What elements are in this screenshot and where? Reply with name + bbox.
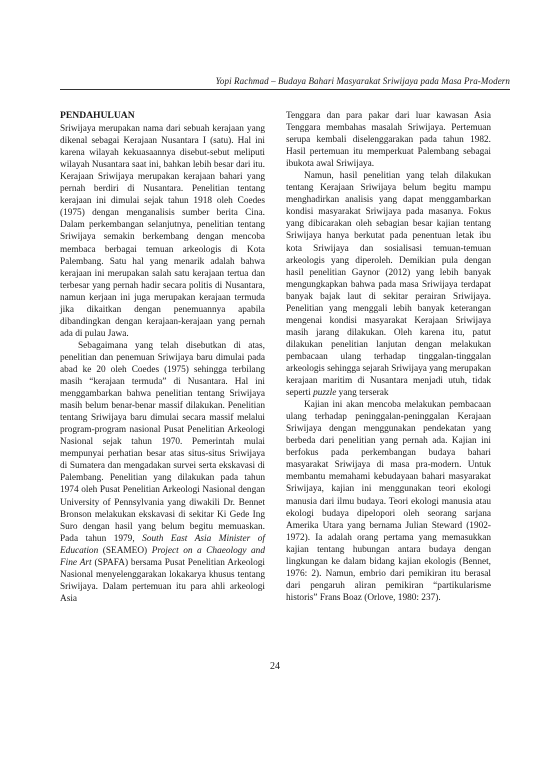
paragraph-2-text-b: (SEAMEO): [98, 545, 152, 556]
paragraph-1: Sriwijaya merupakan nama dari sebuah kerajaan yang dikenal sebagai Kerajaan Nusantara I (satu). Hal ini karena wilayah kekuasaannya disebut-sebut meliputi wilayah Nusantara saat ini, bahkan lebih besar dari itu. Kerajaan Sriwijaya merupakan kerajaan bahari yang pernah berdiri di Nusantara. Penelitian tentang kerajaan ini dimulai sejak tahun 1918 oleh Coedes (1975) dengan menganalisis sumber berita Cina. Dalam perkembangan selanjutnya, penelitian tentang Sriwijaya semakin berkembang dengan mencoba membaca berbagai temuan arkeologis di Kota Palembang. Satu hal yang menarik adalah bahwa kerajaan ini merupakan salah satu kerajaan tertua dan terbesar yang pernah hadir secara politis di Nusantara, namun kerjaan ini juga merupakan kerajaan termuda jika dikaitkan dengan penemuannya apabila dibandingkan dengan kerajaan-kerajaan yang pernah ada di pulau Jawa.: [60, 124, 265, 339]
paragraph-4-text-a: Namun, hasil penelitian yang telah dilakukan tentang Kerajaan Sriwijaya belum begitu mampu menghadirkan analisis yang dapat menggambarkan kondisi masyarakat Sriwijaya pada masanya. Fokus yang dibicarakan oleh sebagian besar kajian tentang Sriwijaya hanya berkutat pada penentuan letak ibu kota Sriwijaya dan sosialisasi temuan-temuan arkeologis yang diperoleh. Demikian pula dengan hasil penelitian Gaynor (2012) yang lebih banyak mengungkapkan bahwa pada masa Sriwijaya terdapat banyak bajak laut di sekitar perairan Sriwijaya. Penelitian yang menggali lebih banyak keterangan mengenai kondisi masyarakat Kerajaan Sriwijaya masih jarang dilakukan. Oleh karena itu, patut dilakukan penelitian lanjutan dengan melakukan pembacaan ulang terhadap tinggalan-tinggalan arkeologis sehingga sejarah Sriwijaya yang merupakan kerajaan maritim di Nusantara menjadi utuh, tidak seperti: [286, 171, 491, 399]
paragraph-4: [286, 170, 491, 399]
paragraph-5: Kajian ini akan mencoba melakukan pembacaan ulang terhadap peninggalan-peninggalan Kerajaan Sriwijaya dengan menggunakan pendekatan yang berbeda dari penelitian yang pernah ada. Kajian ini berfokus pada perkembangan budaya bahari masyarakat Sriwijaya di masa pra-modern. Untuk membantu memahami kebudayaan bahari masyarakat Sriwijaya, kajian ini menggunakan teori ekologi manusia dari ilmu budaya. Teori ekologi manusia atau ekologi budaya dipelopori oleh seorang sarjana Amerika Utara yang bernama Julian Steward (1902-1972). Ia adalah orang pertama yang memasukkan kajian tentang hubungan antara budaya dengan lingkungan ke dalam bidang kajian ekologis (Bennet, 1976: 2). Namun, embrio dari pemikiran itu berasal dari pengaruh aliran pemikiran “partikularisme historis” Frans Boaz (Orlove, 1980: 237).: [286, 400, 491, 603]
paragraph-2-italic-1: South East Asia Minister of Education: [60, 533, 265, 556]
running-header: Yopi Rachmad – Budaya Bahari Masyarakat Sriwijaya pada Masa Pra-Modern: [215, 76, 510, 86]
paragraph-4-italic: puzzle: [313, 388, 337, 399]
left-column: [60, 110, 265, 605]
right-column: [286, 110, 491, 604]
paragraph-4-text-b: yang terserak: [336, 388, 389, 399]
paragraph-2-text-a: Sebagaimana yang telah disebutkan di atas, penelitian dan penemuan Sriwijaya baru dimulai pada abad ke 20 oleh Coedes (1975) sehingga terbilang masih “kerajaan termuda” di Nusantara. Hal ini menggambarkan bahwa penelitian tentang Sriwijaya masih belum benar-benar massif dilakukan. Penelitian tentang Sriwijaya baru dimulai secara massif melalui program-program nasional Pusat Penelitian Arkeologi Nasional sejak tahun 1970. Pemerintah mulai mempunyai perhatian besar atas situs-situs Sriwijaya di Sumatera dan mengadakan survei serta ekskavasi di Palembang. Penelitian yang dilakukan pada tahun 1974 oleh Pusat Penelitian Arkeologi Nasional dengan University of Pennsylvania yang diwakili Dr. Bennet Bronson melakukan ekskavasi di sekitar Ki Gede Ing Suro dengan hasil yang belum begitu memuaskan. Pada tahun 1979,: [60, 340, 265, 544]
paragraph-2: [60, 340, 265, 605]
page-number: 24: [270, 661, 280, 672]
section-heading: PENDAHULUAN: [60, 110, 135, 121]
paragraph-2-text-c: (SPAFA) bersama Pusat Penelitian Arkeologi Nasional menyelenggarakan lokakarya khusus tentang Sriwijaya. Dalam pertemuan itu para ahli arkeologi Asia: [60, 557, 265, 604]
paragraph-3: Tenggara dan para pakar dari luar kawasan Asia Tenggara membahas masalah Sriwijaya. Pertemuan serupa kembali diselenggarakan pada tahun 1982. Hasil pertemuan itu memperkuat Palembang sebagai ibukota awal Sriwijaya.: [286, 111, 491, 170]
paragraph-2-italic-2: Project on a Chaeology and Fine Art: [60, 545, 265, 568]
header-rule: [60, 89, 510, 90]
